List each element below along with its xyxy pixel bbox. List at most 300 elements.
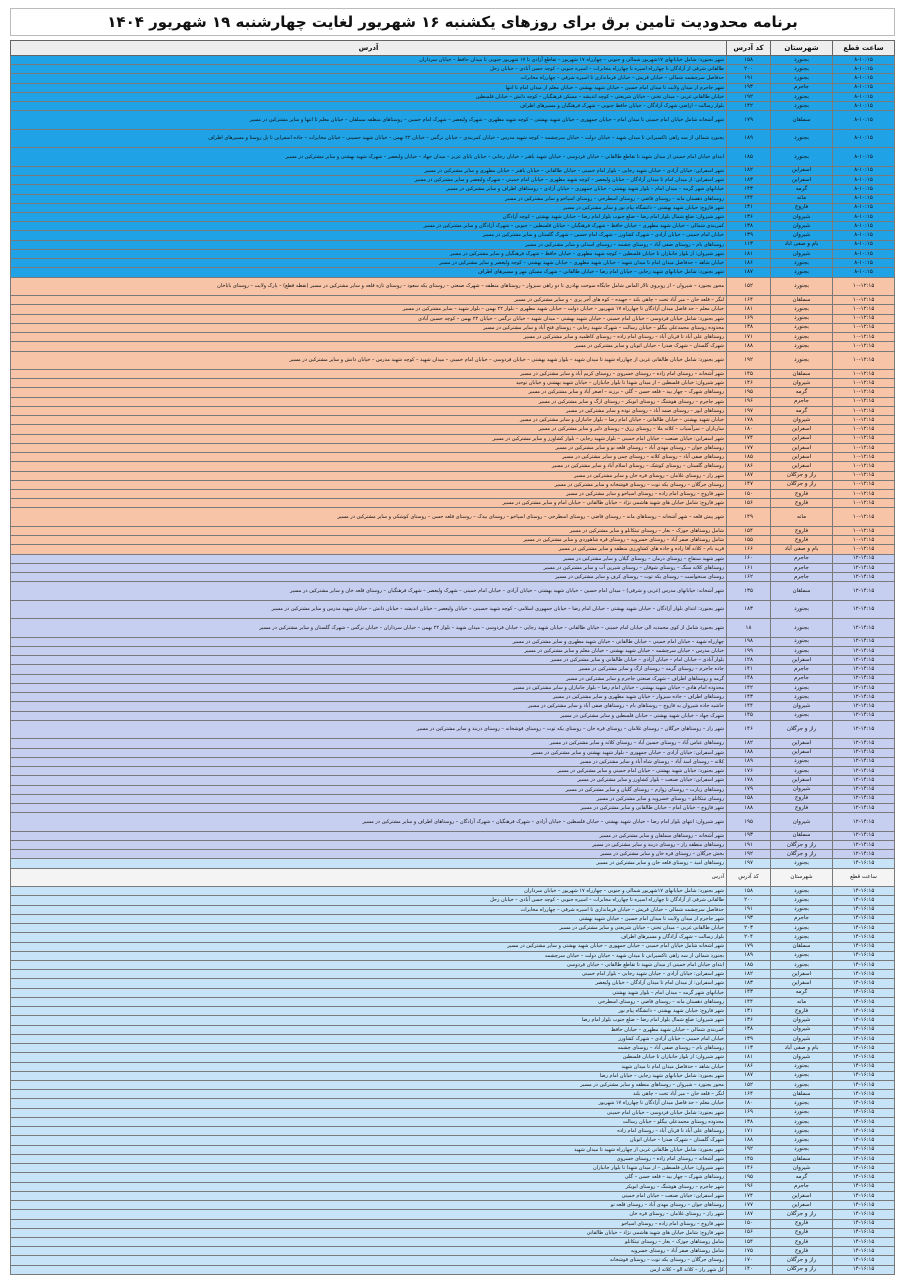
- city-cell: اسفراین: [771, 970, 833, 979]
- city-cell: فاروج: [771, 1238, 833, 1247]
- city-cell: گرمه: [771, 988, 833, 997]
- address-cell: روستای سنخواست – روستای یکه توت – روستای کرف و سایر مشترکین در مسیر: [11, 573, 727, 582]
- time-cell: ۱۲-۱۴:۱۵: [833, 794, 895, 803]
- table-row: [11, 896, 895, 905]
- code-cell: ۱۳۱: [727, 203, 771, 212]
- address-cell: روستاهای منطقه راز – روستای دربند و سایر مشترکین در مسیر: [11, 840, 727, 849]
- time-cell: ۱۲-۱۴:۱۵: [833, 831, 895, 840]
- city-cell: شیروان: [771, 222, 833, 231]
- address-cell: روستاهای امید – روستای قلعه خان و سایر مشترکین در مسیر: [11, 859, 727, 868]
- code-cell: ۱۵۰: [727, 1219, 771, 1228]
- code-cell: ۱۴۷: [727, 480, 771, 489]
- city-cell: فاروج: [771, 490, 833, 499]
- code-cell: ۱۷۵: [727, 1247, 771, 1256]
- address-cell: خیابانهای شهر گرمه – میدان امام – بلوار شهید بهشتی: [11, 988, 727, 997]
- table-row: [11, 185, 895, 194]
- code-cell: ۱۴۶: [727, 1164, 771, 1173]
- time-cell: ۱۰-۱۲:۱۵: [833, 508, 895, 526]
- table-row: [11, 111, 895, 129]
- code-cell: ۱۹۶: [727, 1182, 771, 1191]
- code-cell: ۱۵۰: [727, 490, 771, 499]
- time-cell: ۱۴-۱۶:۱۵: [833, 1164, 895, 1173]
- address-cell: شهرک گلستان – شهرک صدرا – خیابان اتوبان و سایر مشترکین در مسیر: [11, 342, 727, 351]
- address-cell: روستاهای دهستان مانه – روستای قاضی – روستای اسطرخی: [11, 997, 727, 1006]
- code-cell: ۱۸۷: [727, 1071, 771, 1080]
- time-cell: ۱۰-۱۲:۱۵: [833, 397, 895, 406]
- code-cell: ۲۰۴: [727, 933, 771, 942]
- time-cell: ۸-۱۰:۱۵: [833, 222, 895, 231]
- code-cell: ۱۸۳: [727, 979, 771, 988]
- time-cell: ۱۴-۱۶:۱۵: [833, 960, 895, 969]
- time-cell: ۱۲-۱۴:۱۵: [833, 702, 895, 711]
- time-cell: ۱۴-۱۶:۱۵: [833, 1099, 895, 1108]
- address-cell: خیابان امام خمینی – خیابان آزادی – شهرک کشاورز – شهرک امام حسین – شهرک گلستان و سایر مشترکین در مسیر: [11, 231, 727, 240]
- city-cell: بجنورد: [771, 351, 833, 369]
- time-cell: ۱۴-۱۶:۱۵: [833, 1265, 895, 1274]
- time-cell: ۱۴-۱۶:۱۵: [833, 1145, 895, 1154]
- table-row: [11, 268, 895, 277]
- city-cell: اسفراین: [771, 1201, 833, 1210]
- city-cell: اسفراین: [771, 176, 833, 185]
- city-cell: گرمه: [771, 1173, 833, 1182]
- table-row: [11, 314, 895, 323]
- code-cell: ۱۷۹: [727, 111, 771, 129]
- code-cell: ۱۷۷: [727, 1201, 771, 1210]
- address-cell: روستاهای گلستان – روستای کوشک – روستای اسلام آباد و سایر مشترکین در مسیر: [11, 462, 727, 471]
- city-cell: بجنورد: [771, 767, 833, 776]
- address-cell: شهر آشخانه – روستای امام زاده – روستای خسروی – روستای کریم آباد و سایر مشترکین در مسیر: [11, 369, 727, 378]
- table-row: [11, 600, 895, 618]
- address-cell: خیابان طالقانی غربی – میدان تختی – خیابان شریعتی و سایر مشترکین در مسیر: [11, 924, 727, 933]
- table-row: [11, 65, 895, 74]
- city-cell: بجنورد: [771, 951, 833, 960]
- code-cell: کد آدرس: [727, 868, 771, 886]
- city-cell: شیروان: [771, 702, 833, 711]
- time-cell: ۱۴-۱۶:۱۵: [833, 1238, 895, 1247]
- address-cell: قریه بام – کلاته آقا زاده و جاده های کشاورزی منطقه و سایر مشترکین در مسیر: [11, 545, 727, 554]
- table-row: [11, 1108, 895, 1117]
- time-cell: ۱۰-۱۲:۱۵: [833, 351, 895, 369]
- table-row: [11, 305, 895, 314]
- code-cell: ۱۸۶: [727, 1062, 771, 1071]
- code-cell: ۱۸۵: [727, 148, 771, 166]
- code-cell: ۱۸۸: [727, 1136, 771, 1145]
- address-cell: شهر شیروان: خیابان فلسطین – از میدان شهدا تا بلوار جانبازان – خیابان شهید بهشتی و خیابان توحید: [11, 379, 727, 388]
- code-cell: ۱۵۴: [727, 526, 771, 535]
- code-cell: ۱۹۵: [727, 813, 771, 831]
- code-cell: ۱۸۷: [727, 268, 771, 277]
- code-cell: ۱۹۵: [727, 388, 771, 397]
- time-cell: ۸-۱۰:۱۵: [833, 83, 895, 92]
- time-cell: ۱۰-۱۲:۱۵: [833, 342, 895, 351]
- code-cell: ۱۷۸: [727, 416, 771, 425]
- city-cell: فاروج: [771, 1219, 833, 1228]
- city-cell: راز و جرگلان: [771, 720, 833, 738]
- time-cell: ۸-۱۰:۱۵: [833, 259, 895, 268]
- city-cell: بجنورد: [771, 92, 833, 101]
- city-cell: اسفراین: [771, 656, 833, 665]
- table-row: [11, 1025, 895, 1034]
- time-cell: ۱۰-۱۲:۱۵: [833, 416, 895, 425]
- city-cell: فاروج: [771, 794, 833, 803]
- table-row: [11, 194, 895, 203]
- city-cell: بام و صفی آباد: [771, 240, 833, 249]
- code-cell: ۱۳۶: [727, 212, 771, 221]
- city-cell: بجنورد: [771, 148, 833, 166]
- address-cell: حاشیه جاده شیروان به فاروج – روستاهای بام – روستاهای صفی آباد و سایر مشترکین در مسیر: [11, 702, 727, 711]
- code-cell: ۱۷۸: [727, 776, 771, 785]
- code-cell: ۱۹۱: [727, 840, 771, 849]
- city-cell: شیروان: [771, 1016, 833, 1025]
- city-cell: مانه: [771, 194, 833, 203]
- time-cell: ۸-۱۰:۱۵: [833, 56, 895, 65]
- city-cell: بجنورد: [771, 619, 833, 637]
- city-cell: جاجرم: [771, 563, 833, 572]
- city-cell: بجنورد: [771, 1099, 833, 1108]
- city-cell: بجنورد: [771, 960, 833, 969]
- city-cell: اسفراین: [771, 425, 833, 434]
- code-cell: ۱۹۳: [727, 83, 771, 92]
- table-row: [11, 443, 895, 452]
- address-cell: شهر بجنورد: خیابان شهید بهشتی – خیابان امام خمینی و سایر مشترکین در مسیر: [11, 767, 727, 776]
- address-cell: شهر آشخانه شامل خیابان امام خمینی تا میدان امام – خیابان جمهوری – خیابان شهید بهشتی – کوچه شهید مطهری – شهرک ولیعصر – شهرک امام حسین – روستاهای منطقه سملقان – خیابان معلم تا انتها و سایر مشترکین در مسیر: [11, 111, 727, 129]
- time-cell: ۸-۱۰:۱۵: [833, 194, 895, 203]
- city-cell: گرمه: [771, 406, 833, 415]
- time-cell: ۱۴-۱۶:۱۵: [833, 1025, 895, 1034]
- city-cell: سملقان: [771, 831, 833, 840]
- header-address: آدرس: [11, 41, 727, 56]
- time-cell: ۱۴-۱۶:۱۵: [833, 1090, 895, 1099]
- time-cell: ۱۴-۱۶:۱۵: [833, 1182, 895, 1191]
- time-cell: ۸-۱۰:۱۵: [833, 185, 895, 194]
- city-cell: اسفراین: [771, 776, 833, 785]
- code-cell: ۱۴۲: [727, 683, 771, 692]
- city-cell: فاروج: [771, 499, 833, 508]
- time-cell: ۱۲-۱۴:۱۵: [833, 739, 895, 748]
- code-cell: ۱۸۵: [727, 960, 771, 969]
- time-cell: ۱۲-۱۴:۱۵: [833, 711, 895, 720]
- city-cell: بجنورد: [771, 1145, 833, 1154]
- code-cell: ۱۳۸: [727, 1117, 771, 1126]
- city-cell: بجنورد: [771, 1062, 833, 1071]
- code-cell: ۲۰۰: [727, 65, 771, 74]
- address-cell: روستاهای دهستان مانه – روستای قاضی – روستای اسطرخی – روستای اسپاخو و سایر مشترکین در مسیر: [11, 194, 727, 203]
- table-row: [11, 369, 895, 378]
- time-cell: ۱۴-۱۶:۱۵: [833, 997, 895, 1006]
- time-cell: ۱۲-۱۴:۱۵: [833, 693, 895, 702]
- address-cell: شهر بجنورد: شامل خیابانهای ۱۷شهریور شمالی و جنوبی – چهارراه ۱۷ شهریور – خیابان سرداران: [11, 887, 727, 896]
- address-cell: ابتدای خیابان امام خمینی از میدان شهید تا تقاطع طالقانی – خیابان فردوسی: [11, 960, 727, 969]
- time-cell: ۱۴-۱۶:۱۵: [833, 887, 895, 896]
- city-cell: بجنورد: [771, 647, 833, 656]
- city-cell: بجنورد: [771, 887, 833, 896]
- time-cell: ۱۴-۱۶:۱۵: [833, 1108, 895, 1117]
- time-cell: ۱۴-۱۶:۱۵: [833, 1191, 895, 1200]
- time-cell: ۱۲-۱۴:۱۵: [833, 554, 895, 563]
- address-cell: طالقانی شرقی از آزادگان تا چهارراه اسپره تا چهارراه مخابرات – اسپره جنوبی – کوچه حسن آبادی – خیابان زحل: [11, 65, 727, 74]
- code-cell: ۱۴۴: [727, 997, 771, 1006]
- address-cell: شهر جاجرم – روستای هوشنگ – روستای ابوبکر: [11, 1182, 727, 1191]
- city-cell: بجنورد: [771, 277, 833, 295]
- table-row: [11, 1191, 895, 1200]
- address-cell: کمربندی شمالی – خیابان شهید مطهری – خیابان حافظ: [11, 1025, 727, 1034]
- code-cell: ۱۹۸: [727, 637, 771, 646]
- code-cell: ۱۷۰: [727, 1256, 771, 1265]
- table-row: [11, 296, 895, 305]
- time-cell: ۱۲-۱۴:۱۵: [833, 720, 895, 738]
- table-row: [11, 1228, 895, 1237]
- city-cell: بجنورد: [771, 342, 833, 351]
- address-cell: روستاهای علی آباد تا قربان آباد – روستای امام زاده: [11, 1127, 727, 1136]
- table-row: [11, 1053, 895, 1062]
- address-cell: روستاهای اطراف – جاده سبزوار – خیابان شهید مطهری و سایر مشترکین در مسیر: [11, 693, 727, 702]
- address-cell: لنگر – قلعه خان – میر آباد تخت – چاهی بلند – جهیده – کوه های آجر پزی – و سایر مشترکین در مسیر: [11, 296, 727, 305]
- city-cell: بجنورد: [771, 1081, 833, 1090]
- table-row: [11, 1071, 895, 1080]
- code-cell: ۱۹۲: [727, 351, 771, 369]
- code-cell: ۱۸۷: [727, 1210, 771, 1219]
- table-row: [11, 997, 895, 1006]
- table-row: [11, 222, 895, 231]
- time-cell: ۱۴-۱۶:۱۵: [833, 859, 895, 868]
- time-cell: ۱۴-۱۶:۱۵: [833, 1071, 895, 1080]
- time-cell: ۱۰-۱۲:۱۵: [833, 536, 895, 545]
- table-row: [11, 323, 895, 332]
- address-cell: خیابان مدرس – خیابان سرچشمه – خیابان شهید بهشتی – خیابان معلم و سایر مشترکین در مسیر: [11, 647, 727, 656]
- table-row: [11, 480, 895, 489]
- city-cell: بجنورد: [771, 757, 833, 766]
- city-cell: راز و جرگلان: [771, 1265, 833, 1274]
- address-cell: بخش جرگلان – روستای قره خان و سایر مشترکین در مسیر: [11, 850, 727, 859]
- time-cell: ۸-۱۰:۱۵: [833, 74, 895, 83]
- code-cell: ۱۷۶: [727, 767, 771, 776]
- code-cell: ۱۴۳: [727, 693, 771, 702]
- table-row: [11, 462, 895, 471]
- table-row: [11, 166, 895, 175]
- table-row: [11, 471, 895, 480]
- code-cell: ۱۸۲: [727, 166, 771, 175]
- city-cell: مانه: [771, 997, 833, 1006]
- time-cell: ۸-۱۰:۱۵: [833, 203, 895, 212]
- city-cell: بام و صفی آباد: [771, 545, 833, 554]
- address-cell: سارباران – سرآسیاب – کلاته ملا – روستای زرق – روستای دلبر و سایر مشترکین در مسیر: [11, 425, 727, 434]
- code-cell: ۱۳۹: [727, 231, 771, 240]
- code-cell: ۱۴۵: [727, 711, 771, 720]
- table-row: [11, 933, 895, 942]
- time-cell: ۱۴-۱۶:۱۵: [833, 905, 895, 914]
- code-cell: ۱۳۱: [727, 1007, 771, 1016]
- time-cell: ۱۰-۱۲:۱۵: [833, 296, 895, 305]
- table-row: [11, 905, 895, 914]
- code-cell: ۱۵۶: [727, 1228, 771, 1237]
- code-cell: ۱۸: [727, 619, 771, 637]
- code-cell: ۱۷۹: [727, 942, 771, 951]
- table-row: [11, 83, 895, 92]
- address-cell: بلوار رسالت – شهرک آزادگان و مسیرهای اطراف: [11, 933, 727, 942]
- city-cell: فاروج: [771, 1228, 833, 1237]
- time-cell: ۱۲-۱۴:۱۵: [833, 850, 895, 859]
- header-code: کد آدرس: [727, 41, 771, 56]
- table-row: [11, 92, 895, 101]
- address-cell: شهر اسفراین: خیابان آزادی – خیابان شهید رجایی – بلوار امام خمینی: [11, 970, 727, 979]
- code-cell: ۲۰۰: [727, 896, 771, 905]
- city-cell: جاجرم: [771, 665, 833, 674]
- table-row: [11, 914, 895, 923]
- city-cell: اسفراین: [771, 443, 833, 452]
- table-row: [11, 647, 895, 656]
- address-cell: شامل روستاهای صفر آباد – روستای خسرویه – روستای قره شاهوردی و سایر مشترکین در مسیر: [11, 536, 727, 545]
- table-row: [11, 74, 895, 83]
- code-cell: ۱۵۴: [727, 1238, 771, 1247]
- code-cell: ۱۷۹: [727, 785, 771, 794]
- table-row: [11, 554, 895, 563]
- table-row: [11, 683, 895, 692]
- table-row: [11, 1182, 895, 1191]
- city-cell: راز و جرگلان: [771, 1256, 833, 1265]
- code-cell: ۱۸۸: [727, 342, 771, 351]
- city-cell: جاجرم: [771, 554, 833, 563]
- city-cell: شیروان: [771, 1025, 833, 1034]
- time-cell: ۱۴-۱۶:۱۵: [833, 1127, 895, 1136]
- table-row: [11, 1127, 895, 1136]
- table-row: [11, 960, 895, 969]
- table-row: [11, 508, 895, 526]
- time-cell: ۱۴-۱۶:۱۵: [833, 1173, 895, 1182]
- time-cell: ۱۴-۱۶:۱۵: [833, 1044, 895, 1053]
- time-cell: ۱۰-۱۲:۱۵: [833, 369, 895, 378]
- time-cell: ۱۰-۱۲:۱۵: [833, 333, 895, 342]
- city-cell: بجنورد: [771, 896, 833, 905]
- city-cell: بجنورد: [771, 600, 833, 618]
- address-cell: شهر راز – روستاهای جرگلان – روستای غلامان – روستای قره خان – روستای یکه توت – روستای قوشخانه – روستای دربند و سایر مشترکین در مسیر: [11, 720, 727, 738]
- address-cell: شهرک جهاد – خیابان شهید بهشتی – خیابان فلسطین و سایر مشترکین در مسیر: [11, 711, 727, 720]
- address-cell: شهر بجنورد: شامل خیابان طالقانی غربی از چهارراه شهید تا میدان شهید – بلوار شهید بهشتی – خیابان فردوسی – خیابان امام خمینی – میدان شهید – کوچه شهید مدرس – خیابان دانش و سایر مشترکین در مسیر: [11, 351, 727, 369]
- address-cell: شهر اسفراین: خیابان صنعت – خیابان امام خمینی: [11, 1191, 727, 1200]
- time-cell: ۱۲-۱۴:۱۵: [833, 757, 895, 766]
- address-cell: روستاهای جوان – روستای مهدی آباد – روستای قلعه نو و سایر مشترکین در مسیر: [11, 443, 727, 452]
- code-cell: ۱۹۷: [727, 406, 771, 415]
- address-cell: کلاته – روستای اسد آباد – روستای شاه آباد و سایر مشترکین در مسیر: [11, 757, 727, 766]
- address-cell: روستاهای جوان – روستای مهدی آباد – روستای قلعه نو: [11, 1201, 727, 1210]
- table-row: [11, 453, 895, 462]
- city-cell: جاجرم: [771, 83, 833, 92]
- code-cell: ۱۴۳: [727, 185, 771, 194]
- table-row: [11, 563, 895, 572]
- code-cell: ۱۴۵: [727, 369, 771, 378]
- address-cell: خیابان شهید بهشتی – خیابان طالقانی – خیابان امام رضا – بلوار جانبازان و سایر مشترکین در مسیر: [11, 416, 727, 425]
- table-row: [11, 1062, 895, 1071]
- code-cell: ۱۸۹: [727, 757, 771, 766]
- city-cell: بجنورد: [771, 859, 833, 868]
- code-cell: ۱۵۲: [727, 1081, 771, 1090]
- table-row: [11, 1256, 895, 1265]
- time-cell: ۱۰-۱۲:۱۵: [833, 490, 895, 499]
- code-cell: ۱۵۸: [727, 794, 771, 803]
- code-cell: ۱۶۹: [727, 314, 771, 323]
- time-cell: ۱۴-۱۶:۱۵: [833, 1053, 895, 1062]
- code-cell: ۱۵۸: [727, 56, 771, 65]
- table-row: [11, 240, 895, 249]
- table-row: [11, 1173, 895, 1182]
- table-row: [11, 406, 895, 415]
- time-cell: ۸-۱۰:۱۵: [833, 268, 895, 277]
- table-row: [11, 720, 895, 738]
- time-cell: ۸-۱۰:۱۵: [833, 166, 895, 175]
- page-title: برنامه محدودیت تامین برق برای روزهای یکشنبه ۱۶ شهریور لغایت چهارشنبه ۱۹ شهریور ۱۴۰۴: [10, 8, 895, 36]
- code-cell: ۱۶۶: [727, 545, 771, 554]
- address-cell: طالقانی شرقی از آزادگان تا چهارراه اسپره تا چهارراه مخابرات – اسپره جنوبی – کوچه حسن آبادی – خیابان زحل: [11, 896, 727, 905]
- city-cell: بجنورد: [771, 693, 833, 702]
- table-row: [11, 767, 895, 776]
- table-row: [11, 656, 895, 665]
- address-cell: خیابان معلم – حد فاصل میدان آزادگان تا چهارراه ۱۷ شهریور: [11, 1099, 727, 1108]
- code-cell: ۱۹۷: [727, 859, 771, 868]
- address-cell: خیابان طالقانی غربی – میدان تختی – خیابان شریعتی – کوچه اندیشه – مسکن فرهنگیان – کوچه دانش – خیابان فلسطین: [11, 92, 727, 101]
- time-cell: ۱۴-۱۶:۱۵: [833, 988, 895, 997]
- table-row: [11, 56, 895, 65]
- code-cell: ۱۶۴: [727, 1090, 771, 1099]
- code-cell: ۱۶۱: [727, 563, 771, 572]
- table-row: [11, 1016, 895, 1025]
- table-row: [11, 212, 895, 221]
- time-cell: ۱۲-۱۴:۱۵: [833, 767, 895, 776]
- table-row: [11, 840, 895, 849]
- table-row: [11, 434, 895, 443]
- code-cell: ۱۷۱: [727, 1127, 771, 1136]
- city-cell: شیروان: [771, 1164, 833, 1173]
- code-cell: ۱۸۰: [727, 425, 771, 434]
- address-cell: آدرس: [11, 868, 727, 886]
- table-row: [11, 1117, 895, 1126]
- code-cell: ۱۷۱: [727, 333, 771, 342]
- time-cell: ۱۴-۱۶:۱۵: [833, 1210, 895, 1219]
- time-cell: ۱۰-۱۲:۱۵: [833, 379, 895, 388]
- time-cell: ۸-۱۰:۱۵: [833, 176, 895, 185]
- table-row: [11, 1099, 895, 1108]
- table-row: [11, 1034, 895, 1043]
- city-cell: شیروان: [771, 785, 833, 794]
- table-row: [11, 748, 895, 757]
- time-cell: ۱۲-۱۴:۱۵: [833, 563, 895, 572]
- time-cell: ۱۴-۱۶:۱۵: [833, 1201, 895, 1210]
- table-row: [11, 924, 895, 933]
- time-cell: ۱۴-۱۶:۱۵: [833, 1247, 895, 1256]
- table-row: [11, 397, 895, 406]
- city-cell: بجنورد: [771, 1127, 833, 1136]
- address-cell: شهر پیش قلعه – شهر آشخانه – روستاهای مانه – روستای قاضی – روستای اسطرخی – روستای اسپاخو – روستای بیدک – روستای قلعه حسن – روستای کوشکی و سایر مشترکین در مسیر: [11, 508, 727, 526]
- city-cell: سملقان: [771, 1154, 833, 1163]
- city-cell: شیروان: [771, 416, 833, 425]
- city-cell: فاروج: [771, 203, 833, 212]
- time-cell: ۸-۱۰:۱۵: [833, 240, 895, 249]
- table-row: [11, 1210, 895, 1219]
- address-cell: شهر فاروج: شامل خیابان های شهید هاشمی نژاد – خیابان طالقانی – خیابان امام و سایر مشترکین در مسیر: [11, 499, 727, 508]
- code-cell: ۱۹۵: [727, 1173, 771, 1182]
- table-row: [11, 979, 895, 988]
- table-row: [11, 859, 895, 868]
- table-row: [11, 1219, 895, 1228]
- time-cell: ۱۴-۱۶:۱۵: [833, 1007, 895, 1016]
- time-cell: ۱۴-۱۶:۱۵: [833, 1016, 895, 1025]
- table-row: [11, 231, 895, 240]
- table-row: [11, 665, 895, 674]
- table-row: [11, 342, 895, 351]
- code-cell: ۱۹۱: [727, 74, 771, 83]
- time-cell: ۸-۱۰:۱۵: [833, 92, 895, 101]
- address-cell: شهر شیروان: انتهای بلوار امام رضا – خیابان شهید بهشتی – خیابان فلسطین – خیابان آزادی – شهرک فرهنگیان – شهرک آزادگان – روستاهای اطراف و سایر مشترکین در مسیر: [11, 813, 727, 831]
- code-cell: ۱۹۲: [727, 92, 771, 101]
- table-row: [11, 794, 895, 803]
